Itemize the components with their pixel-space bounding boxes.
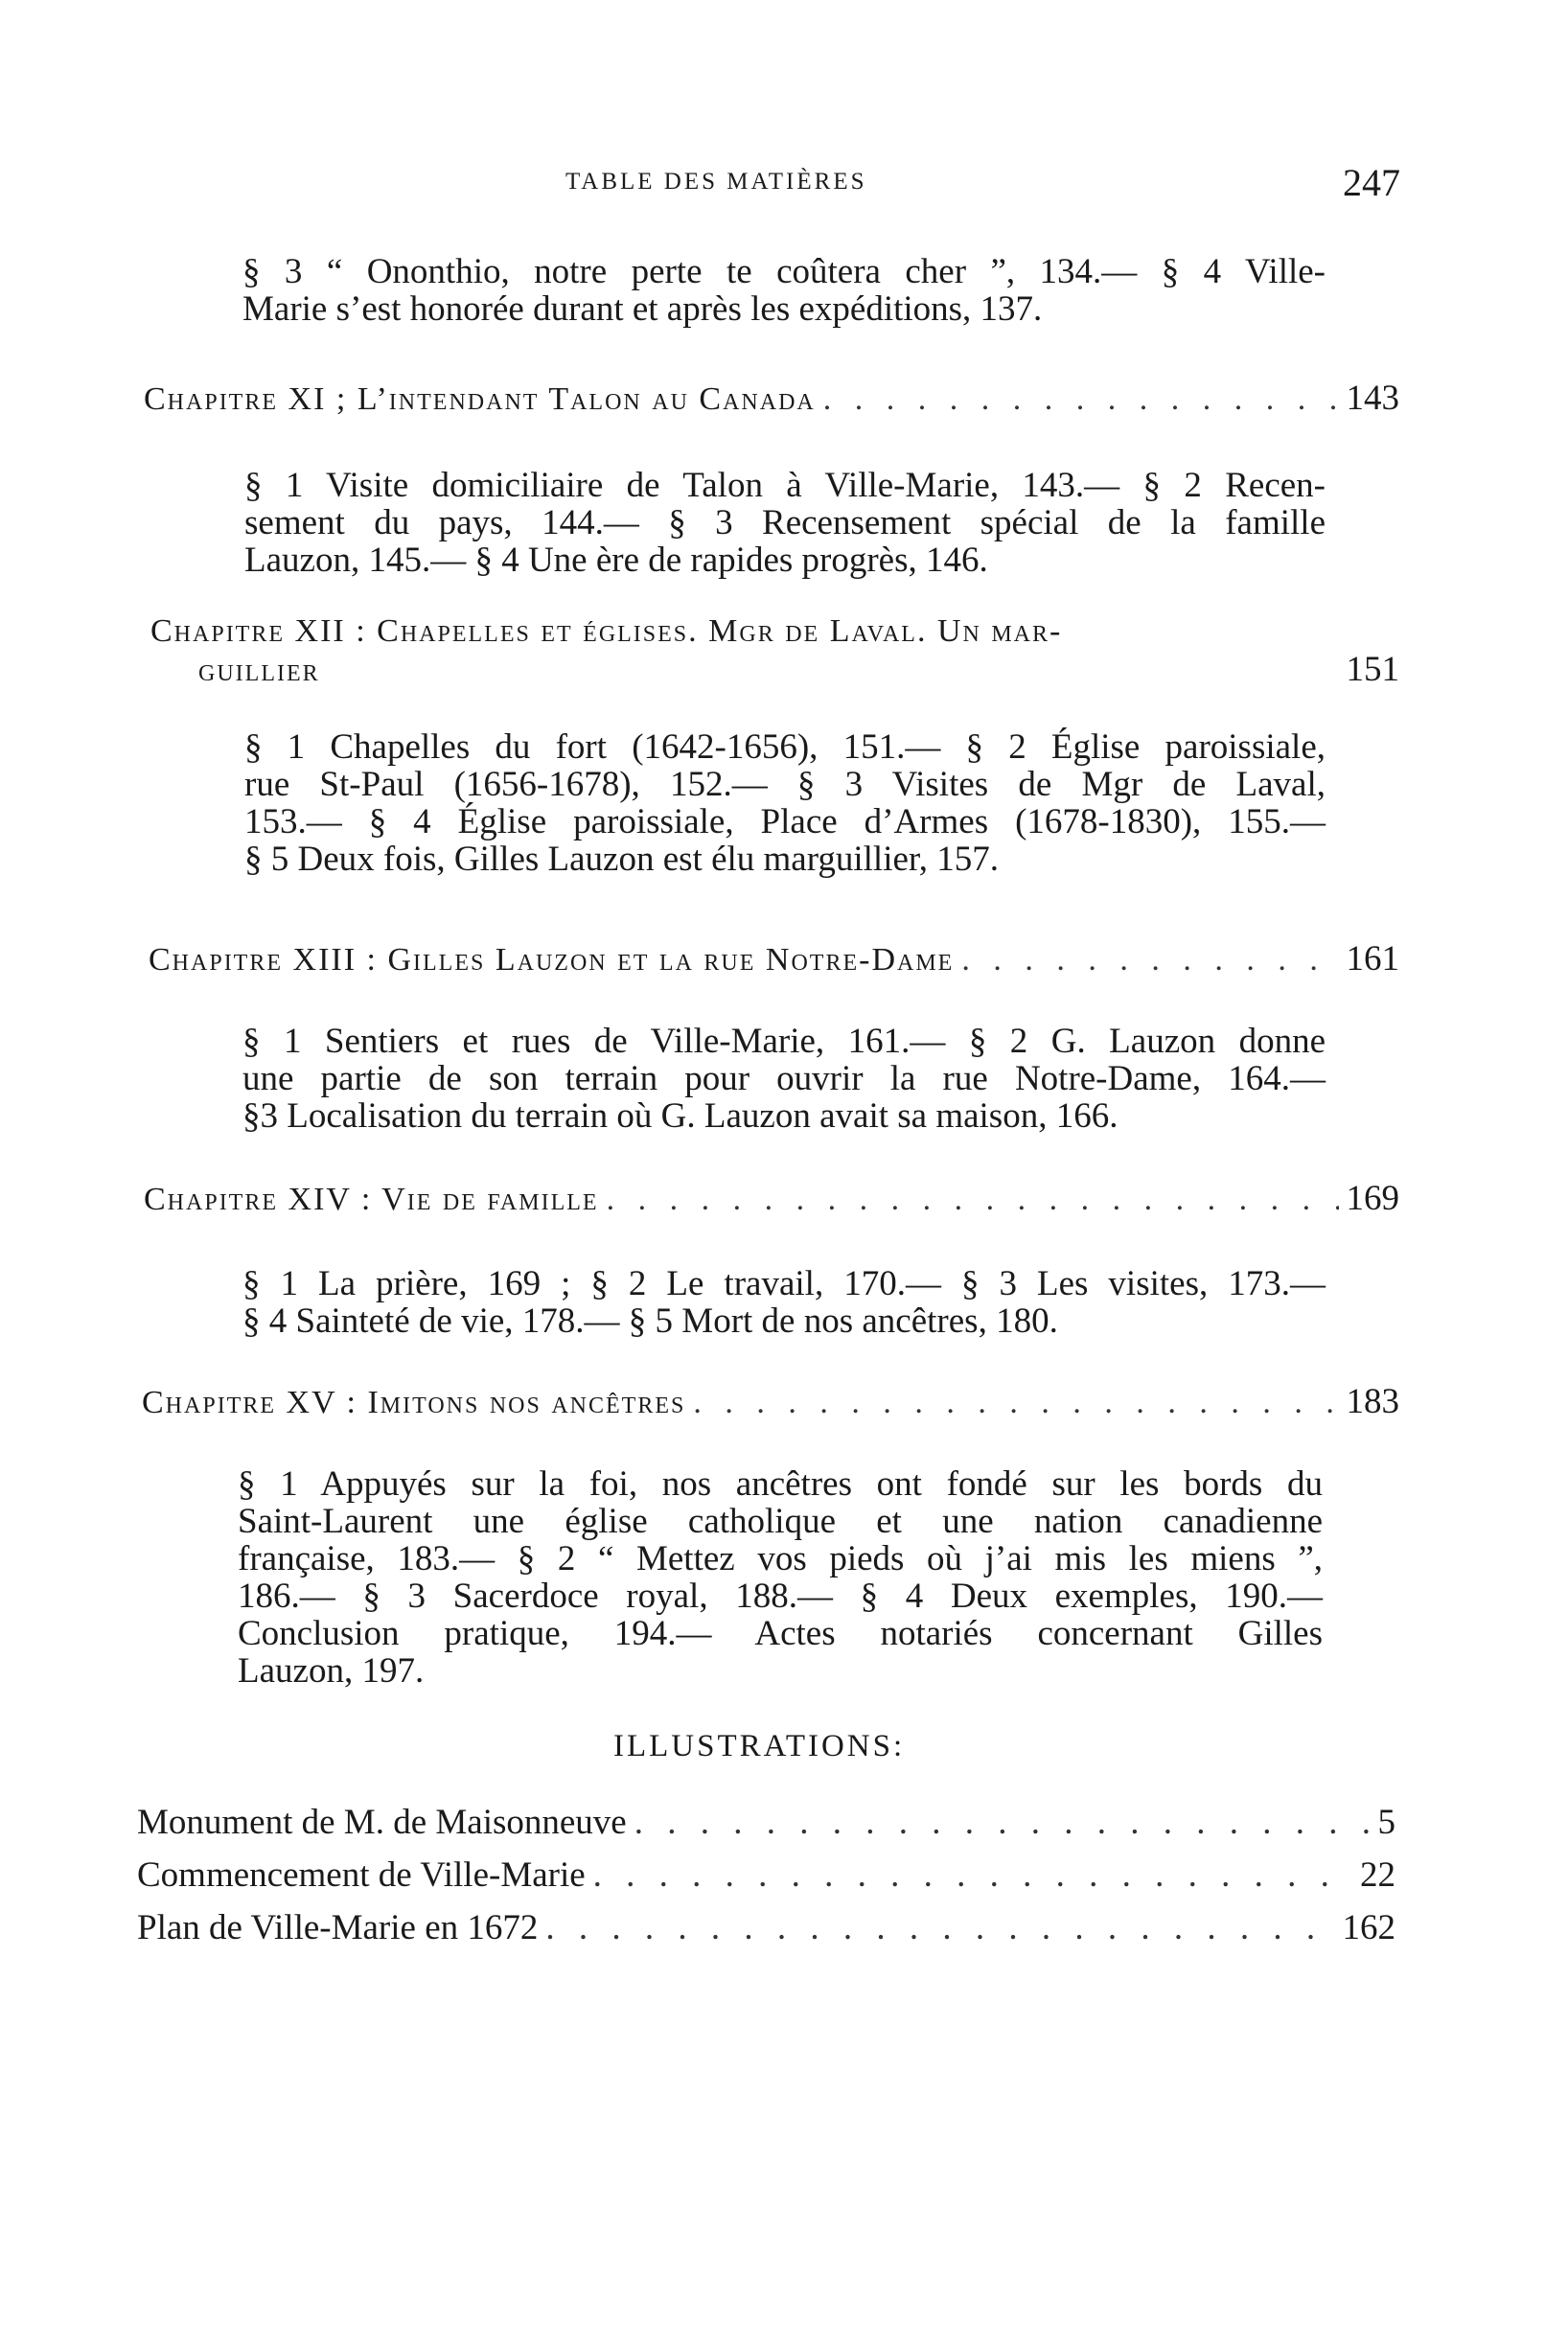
chapter-summary xyxy=(242,1265,1326,1340)
chapter-summary xyxy=(242,1023,1326,1135)
page-number: 247 xyxy=(1343,161,1400,204)
dot-leader xyxy=(593,1855,1352,1896)
chapter-title: Chapitre XV : Imitons nos ancêtres xyxy=(142,1385,686,1420)
summary-line: rue St-Paul (1656-1678), 152.— § 3 Visites de Mgr de Laval, xyxy=(244,765,1326,804)
summary-line: § 1 Chapelles du fort (1642-1656), 151.— § 2 Église paroissiale, xyxy=(244,727,1326,767)
illustration-entry xyxy=(137,1803,1395,1843)
toc-entry-chapter-14 xyxy=(144,1180,1399,1219)
summary-line: 186.— § 3 Sacerdoce royal, 188.— § 4 Deux exemples, 190.— xyxy=(238,1577,1323,1616)
toc-entry-chapter-12 xyxy=(150,612,1399,690)
summary-line: 153.— § 4 Église paroissiale, Place d’Armes (1678-1830), 155.— xyxy=(244,802,1326,841)
summary-line: sement du pays, 144.— § 3 Recensement spécial de la famille xyxy=(244,503,1326,542)
summary-line: Marie s’est honorée durant et après les expéditions, 137. xyxy=(242,289,1043,329)
chapter-summary xyxy=(244,467,1326,579)
toc-entry-chapter-15 xyxy=(142,1383,1399,1422)
illustration-entry xyxy=(137,1908,1395,1948)
summary-line: Lauzon, 197. xyxy=(238,1651,425,1691)
chapter-summary xyxy=(244,728,1326,878)
chapter-page: 151 xyxy=(1346,650,1399,689)
illustrations-heading: ILLUSTRATIONS: xyxy=(613,1729,906,1763)
summary-line: Conclusion pratique, 194.— Actes notariés concernant Gilles xyxy=(238,1614,1323,1653)
summary-line: § 1 Appuyés sur la foi, nos ancêtres ont fondé sur les bords du xyxy=(238,1464,1323,1504)
illustration-entry xyxy=(137,1855,1395,1896)
chapter-summary xyxy=(238,1465,1323,1690)
summary-line: française, 183.— § 2 “ Mettez vos pieds où j’ai mis les miens ”, xyxy=(238,1539,1323,1578)
chapter-title: Chapitre XIV : Vie de famille xyxy=(144,1182,599,1217)
dot-leader xyxy=(607,1181,1339,1219)
summary-line: § 4 Sainteté de vie, 178.— § 5 Mort de nos ancêtres, 180. xyxy=(242,1301,1058,1341)
summary-line: §3 Localisation du terrain où G. Lauzon avait sa maison, 166. xyxy=(242,1096,1118,1136)
chapter-title: Chapitre XII : Chapelles et églises. Mgr de Laval. Un mar- xyxy=(150,613,1063,649)
summary-line: § 1 Sentiers et rues de Ville-Marie, 161.— § 2 G. Lauzon donne xyxy=(242,1022,1326,1061)
summary-line: Lauzon, 145.— § 4 Une ère de rapides progrès, 146. xyxy=(244,541,988,580)
illustration-page: 162 xyxy=(1342,1908,1395,1947)
summary-line: Saint-Laurent une église catholique et une nation canadienne xyxy=(238,1502,1323,1541)
dot-leader xyxy=(634,1803,1371,1843)
summary-line: § 1 Visite domiciliaire de Talon à Ville-Marie, 143.— § 2 Recen- xyxy=(244,466,1326,505)
chapter-title-line2: guillier xyxy=(198,653,320,688)
toc-entry-chapter-11 xyxy=(144,380,1399,419)
chapter-page: 183 xyxy=(1346,1382,1399,1421)
illustration-page: 5 xyxy=(1377,1803,1395,1842)
illustration-title: Monument de M. de Maisonneuve xyxy=(137,1803,627,1842)
chapter-page: 161 xyxy=(1346,939,1399,979)
chapter-title: Chapitre XIII : Gilles Lauzon et la rue Notre-Dame xyxy=(149,942,955,978)
running-header-title: TABLE DES MATIÈRES xyxy=(565,169,867,195)
summary-line: § 1 La prière, 169 ; § 2 Le travail, 170.— § 3 Les visites, 173.— xyxy=(242,1264,1326,1303)
chapter-title: Chapitre XI ; L’intendant Talon au Canada xyxy=(144,381,816,417)
summary-line: une partie de son terrain pour ouvrir la rue Notre-Dame, 164.— xyxy=(242,1059,1326,1098)
illustration-page: 22 xyxy=(1360,1855,1395,1895)
chapter-summary xyxy=(242,253,1326,328)
summary-line: § 3 “ Ononthio, notre perte te coûtera cher ”, 134.— § 4 Ville- xyxy=(242,252,1326,291)
illustration-title: Commencement de Ville-Marie xyxy=(137,1855,586,1895)
illustration-title: Plan de Ville-Marie en 1672 xyxy=(137,1908,539,1947)
dot-leader xyxy=(823,380,1339,419)
toc-entry-chapter-13 xyxy=(149,940,1399,979)
chapter-page: 143 xyxy=(1346,379,1399,418)
dot-leader xyxy=(545,1908,1334,1948)
dot-leader xyxy=(693,1384,1338,1422)
chapter-title-continued xyxy=(150,651,1399,690)
summary-line: § 5 Deux fois, Gilles Lauzon est élu marguillier, 157. xyxy=(244,840,1000,879)
dot-leader xyxy=(961,941,1338,979)
chapter-page: 169 xyxy=(1346,1179,1399,1218)
